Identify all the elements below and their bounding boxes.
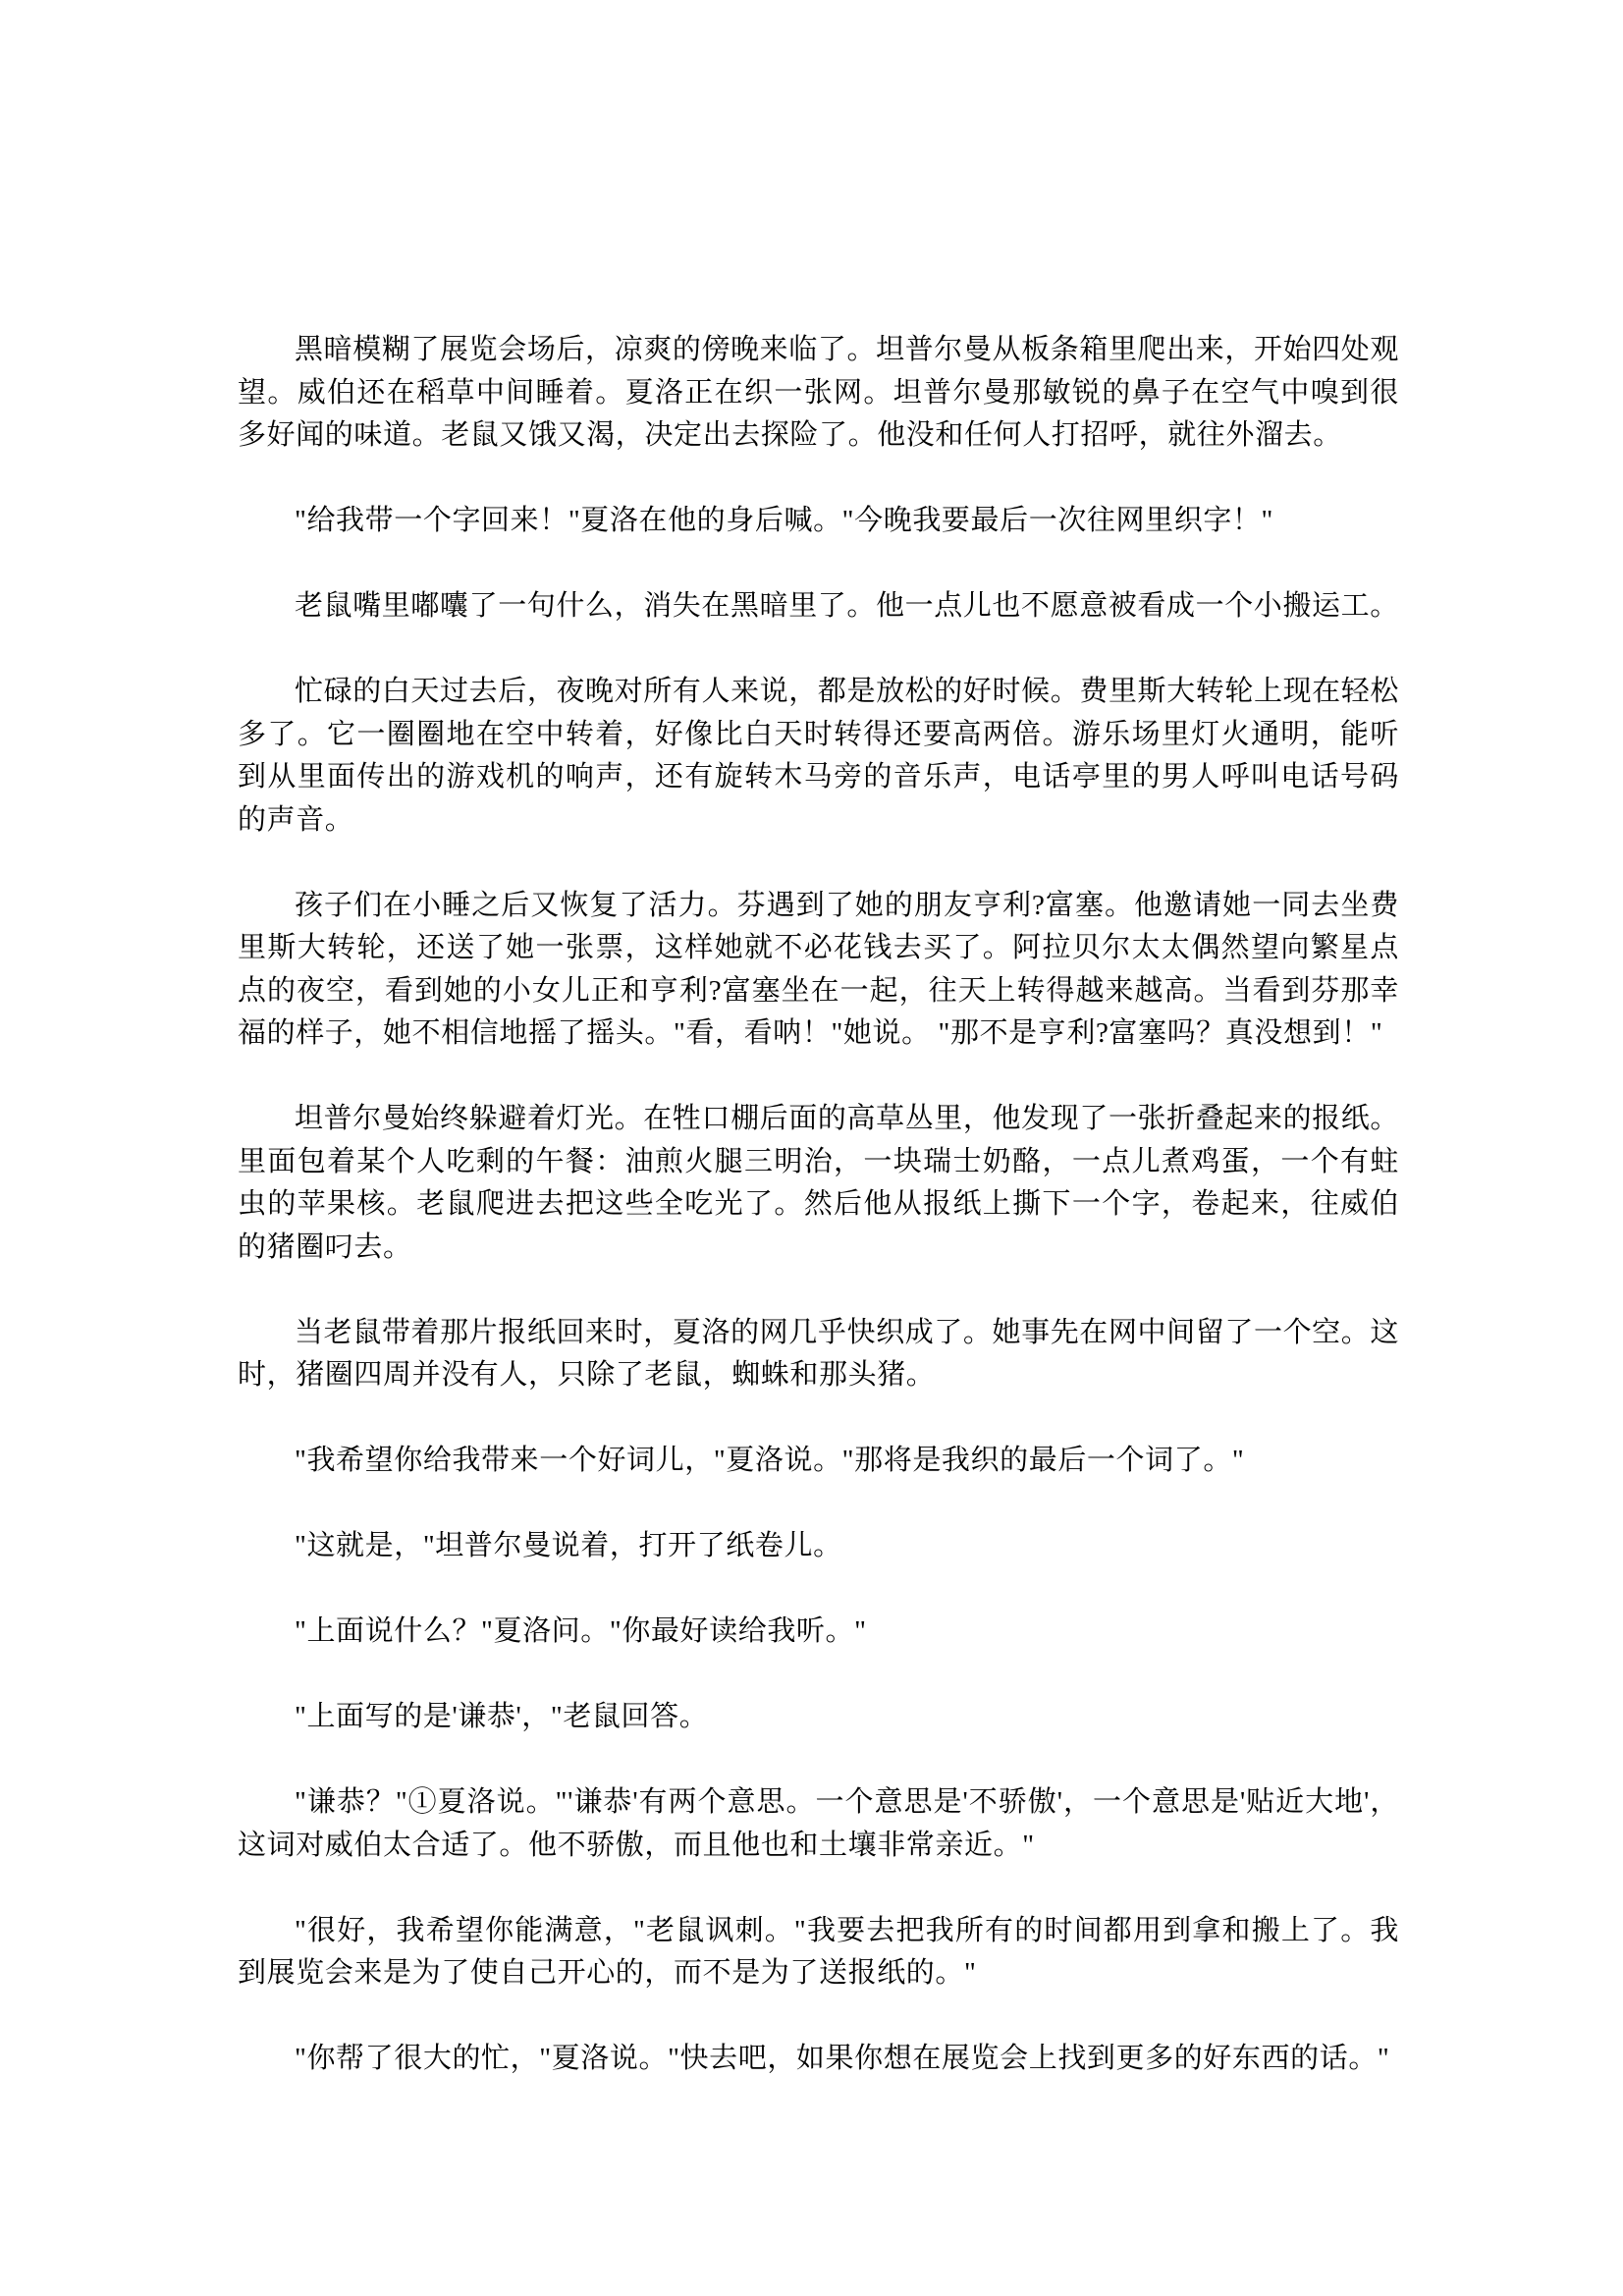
paragraph-narration-evening: 黑暗模糊了展览会场后，凉爽的傍晚来临了。坦普尔曼从板条箱里爬出来，开始四处观望。威伯还在稻草中间睡着。夏洛正在织一张网。坦普尔曼那敏锐的鼻子在空气中嗅到很多好闻的味道。老鼠又饿又渴，决定出去探险了。他没和任何人打招呼，就往外溜去。 bbox=[238, 334, 1399, 451]
paragraph-charlotte-asks: "上面说什么？"夏洛问。"你最好读给我听。" bbox=[295, 1615, 867, 1647]
paragraph-children-ferris-wheel: 孩子们在小睡之后又恢复了活力。芬遇到了她的朋友亨利?富塞。他邀请她一同去坐费里斯大转轮，还送了她一张票，这样她就不必花钱去买了。阿拉贝尔太太偶然望向繁星点点的夜空，看到她的小女儿正和亨利?富塞坐在一起，往天上转得越来越高。当看到芬那幸福的样子，她不相信地摇了摇头。"看，看呐！"她说。 "那不是亨利?富塞吗？真没想到！" bbox=[238, 889, 1399, 1049]
paragraph-rat-sarcasm: "很好，我希望你能满意，"老鼠讽刺。"我要去把我所有的时间都用到拿和搬上了。我到展览会来是为了使自己开心的，而不是为了送报纸的。" bbox=[238, 1914, 1399, 1989]
paragraph-templeton-unrolls: "这就是，"坦普尔曼说着，打开了纸卷儿。 bbox=[295, 1530, 842, 1561]
paragraph-charlotte-humble-meaning: "谦恭？"①夏洛说。"'谦恭'有两个意思。一个意思是'不骄傲'，一个意思是'贴近大地'，这词对威伯太合适了。他不骄傲，而且他也和土壤非常亲近。" bbox=[238, 1786, 1399, 1861]
paragraph-rat-mutter: 老鼠嘴里嘟囔了一句什么，消失在黑暗里了。他一点儿也不愿意被看成一个小搬运工。 bbox=[295, 590, 1399, 622]
paragraph-rat-returns: 当老鼠带着那片报纸回来时，夏洛的网几乎快织成了。她事先在网中间留了一个空。这时，猪圈四周并没有人，只除了老鼠，蜘蛛和那头猪。 bbox=[238, 1316, 1399, 1391]
paragraph-charlotte-shout: "给我带一个字回来！"夏洛在他的身后喊。"今晚我要最后一次往网里织字！" bbox=[295, 505, 1273, 536]
paragraph-night-fairground: 忙碌的白天过去后，夜晚对所有人来说，都是放松的好时候。费里斯大转轮上现在轻松多了。它一圈圈地在空中转着，好像比白天时转得还要高两倍。游乐场里灯火通明，能听到从里面传出的游戏机的响声，还有旋转木马旁的音乐声，电话亭里的男人呼叫电话号码的声音。 bbox=[238, 676, 1399, 836]
paragraph-charlotte-hope-word: "我希望你给我带来一个好词儿，"夏洛说。"那将是我织的最后一个词了。" bbox=[295, 1445, 1245, 1476]
paragraph-charlotte-thanks: "你帮了很大的忙，"夏洛说。"快去吧，如果你想在展览会上找到更多的好东西的话。" bbox=[295, 2043, 1390, 2074]
paragraph-rat-answers: "上面写的是'谦恭'，"老鼠回答。 bbox=[295, 1701, 709, 1732]
paragraph-templeton-newspaper: 坦普尔曼始终躲避着灯光。在牲口棚后面的高草丛里，他发现了一张折叠起来的报纸。里面包着某个人吃剩的午餐：油煎火腿三明治，一块瑞士奶酪，一点儿煮鸡蛋，一个有蛀虫的苹果核。老鼠爬进去把这些全吃光了。然后他从报纸上撕下一个字，卷起来，往威伯的猪圈叼去。 bbox=[238, 1103, 1399, 1263]
